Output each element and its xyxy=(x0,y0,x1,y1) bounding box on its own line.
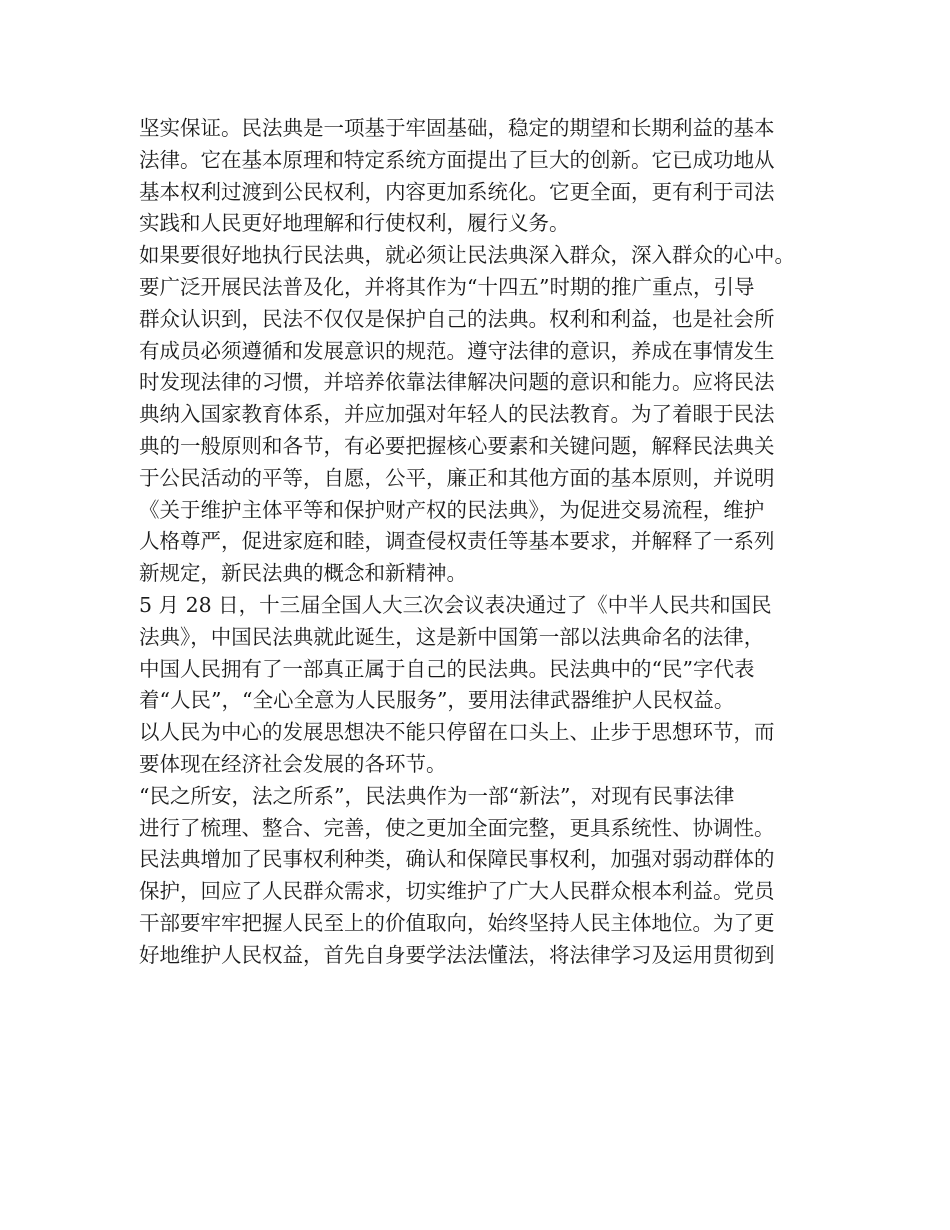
text-line: 典纳入国家教育体系，并应加强对年轻人的民法教育。为了着眼于民法 xyxy=(139,402,775,427)
text-line: 中国人民拥有了一部真正属于自己的民法典。民法典中的“民”字代表 xyxy=(139,656,755,681)
text-line: 要广泛开展民法普及化，并将其作为“十四五”时期的推广重点，引导 xyxy=(139,274,755,299)
text-line: 好地维护人民权益，首先自身要学法法懂法，将法律学习及运用贯彻到 xyxy=(139,942,775,967)
text-line: 干部要牢牢把握人民至上的价值取向，始终坚持人民主体地位。为了更 xyxy=(139,910,775,935)
text-line: 5 月 28 日，十三届全国人大三次会议表决通过了《中半人民共和国民 xyxy=(139,592,772,617)
text-line: 时发现法律的习惯，并培养依靠法律解决问题的意识和能力。应将民法 xyxy=(139,370,775,395)
text-line: 法律。它在基本原理和特定系统方面提出了巨大的创新。它已成功地从 xyxy=(139,147,775,172)
text-line: 如果要很好地执行民法典，就必须让民法典深入群众，深入群众的心中。 xyxy=(139,243,795,268)
text-line: 以人民为中心的发展思想决不能只停留在口头上、止步于思想环节，而 xyxy=(139,720,775,745)
text-line: 群众认识到，民法不仅仅是保护自己的法典。权利和利益，也是社会所 xyxy=(139,306,775,331)
text-line: 要体现在经济社会发展的各环节。 xyxy=(139,751,447,776)
text-line: 民法典增加了民事权利种类，确认和保障民事权利，加强对弱动群体的 xyxy=(139,847,775,872)
text-line: 基本权利过渡到公民权利，内容更加系统化。它更全面，更有利于司法 xyxy=(139,179,775,204)
text-line: 实践和人民更好地理解和行使权利，履行义务。 xyxy=(139,211,570,236)
text-line: 有成员必须遵循和发展意识的规范。遵守法律的意识，养成在事情发生 xyxy=(139,338,775,363)
text-line: 进行了梳理、整合、完善，使之更加全面完整，更具系统性、协调性。 xyxy=(139,815,775,840)
text-line: “民之所安，法之所系”，民法典作为一部“新法”，对现有民事法律 xyxy=(139,783,735,808)
text-line: 着“人民”，“全心全意为人民服务”，要用法律武器维护人民权益。 xyxy=(139,688,735,713)
text-line: 新规定，新民法典的概念和新精神。 xyxy=(139,561,467,586)
text-line: 法典》，中国民法典就此诞生，这是新中国第一部以法典命名的法律， xyxy=(139,624,765,649)
text-line: 坚实保证。民法典是一项基于牢固基础，稳定的期望和长期利益的基本 xyxy=(139,116,775,140)
text-line: 于公民活动的平等，自愿，公平，廉正和其他方面的基本原则，并说明 xyxy=(139,465,775,490)
body-text xyxy=(139,113,829,972)
text-line: 人格尊严，促进家庭和睦，调查侵权责任等基本要求，并解释了一系列 xyxy=(139,529,775,554)
text-line: 保护，回应了人民群众需求，切实维护了广大人民群众根本利益。党员 xyxy=(139,879,775,904)
text-line: 典的一般原则和各节，有必要把握核心要素和关键问题，解释民法典关 xyxy=(139,433,775,458)
text-line: 《关于维护主体平等和保护财产权的民法典》，为促进交易流程，维护 xyxy=(139,497,765,522)
